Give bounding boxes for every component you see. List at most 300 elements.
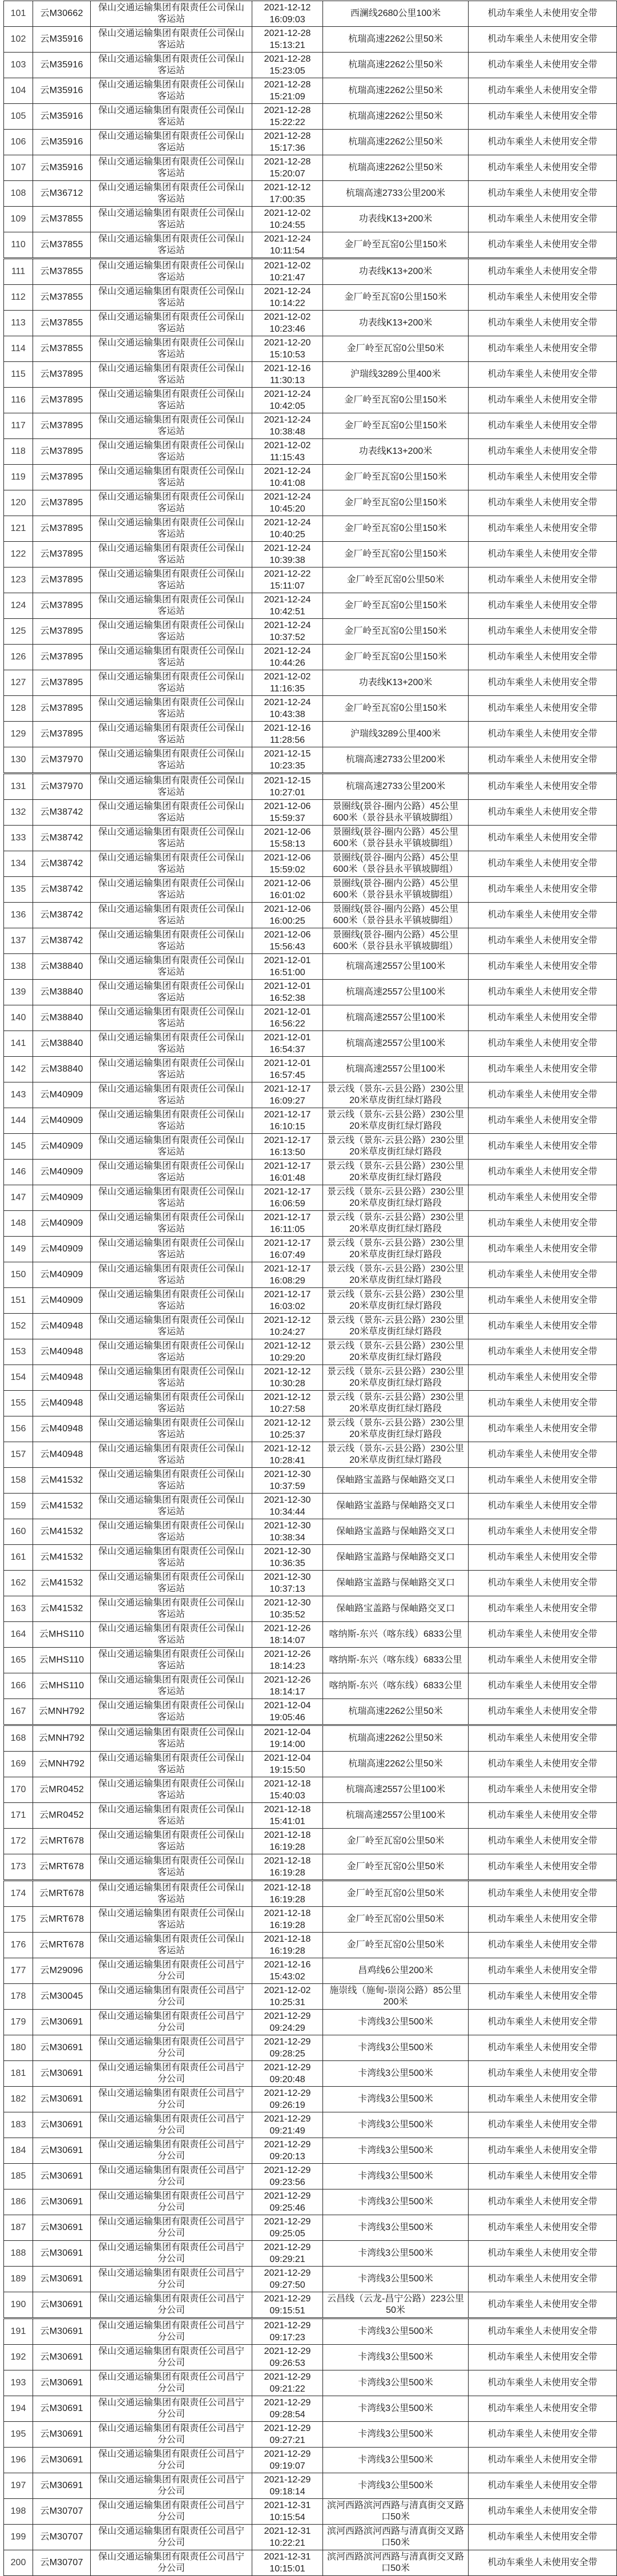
violation-description: 机动车乘坐人未使用安全带 [469,800,617,826]
violation-date: 2021-12-29 [264,2321,311,2331]
table-row [4,800,617,826]
violation-description: 机动车乘坐人未使用安全带 [469,439,617,465]
violation-date: 2021-12-26 [264,1649,311,1659]
violation-location: 保岫路宝盖路与保岫路交叉口 [323,1468,469,1494]
plate-number: 云M30707 [33,2525,91,2550]
violation-datetime [252,774,323,800]
violation-date: 2021-12-17 [264,1264,311,1274]
violation-datetime [252,1494,323,1519]
violation-description: 机动车乘坐人未使用安全带 [469,2035,617,2061]
company-name: 保山交通运输集团有限责任公司保山客运站 [91,104,252,130]
violation-description: 机动车乘坐人未使用安全带 [469,2448,617,2473]
table-row [4,2292,617,2319]
company-name: 保山交通运输集团有限责任公司昌宁分公司 [91,2215,252,2241]
violation-location: 卡湾线3公里500米 [323,2112,469,2138]
violation-location: 景云线（景东-云县公路）230公里20米草皮街红绿灯路段 [323,1160,469,1185]
violation-description: 机动车乘坐人未使用安全带 [469,1082,617,1108]
violation-description: 机动车乘坐人未使用安全带 [469,2241,617,2267]
violation-time: 09:26:53 [269,2358,305,2368]
violation-datetime [252,1314,323,1339]
violation-datetime [252,954,323,980]
violation-description: 机动车乘坐人未使用安全带 [469,1288,617,1314]
company-name: 保山交通运输集团有限责任公司保山客运站 [91,1237,252,1262]
row-number: 163 [4,1596,33,1622]
violation-location: 杭瑞高速2262公里50米 [323,78,469,104]
violation-date: 2021-12-29 [264,2063,311,2072]
table-row [4,78,617,104]
company-name: 保山交通运输集团有限责任公司保山客运站 [91,774,252,800]
violation-description: 机动车乘坐人未使用安全带 [469,1777,617,1803]
violation-location: 景云线（景东-云县公路）230公里20米草皮街红绿灯路段 [323,1365,469,1391]
violation-datetime [252,593,323,619]
table-row [4,1725,617,1752]
table-row [4,1031,617,1057]
company-name: 保山交通运输集团有限责任公司保山客运站 [91,490,252,516]
table-row [4,954,617,980]
company-name: 保山交通运输集团有限责任公司保山客运站 [91,1365,252,1391]
plate-number: 云M30662 [33,1,91,27]
violation-datetime [252,1907,323,1933]
row-number: 178 [4,1984,33,2010]
violation-location: 金厂岭至瓦窑0公里150米 [323,285,469,311]
plate-number: 云M30691 [33,2370,91,2396]
plate-number: 云M30691 [33,2035,91,2061]
violation-location: 功表线K13+200米 [323,439,469,465]
plate-number: 云M30691 [33,2292,91,2319]
violation-description: 机动车乘坐人未使用安全带 [469,1519,617,1545]
plate-number: 云MR0452 [33,1803,91,1829]
violation-description: 机动车乘坐人未使用安全带 [469,980,617,1005]
violation-location: 卡湾线3公里500米 [323,2473,469,2499]
violation-location: 景云线（景东-云县公路）230公里20米草皮街红绿灯路段 [323,1082,469,1108]
violation-datetime [252,1984,323,2010]
violation-description: 机动车乘坐人未使用安全带 [469,593,617,619]
row-number: 124 [4,593,33,619]
row-number: 149 [4,1237,33,1262]
violation-description: 机动车乘坐人未使用安全带 [469,928,617,954]
violation-date: 2021-12-02 [264,1986,311,1995]
violation-location: 景云线（景东-云县公路）230公里20米草皮街红绿灯路段 [323,1134,469,1160]
violation-description: 机动车乘坐人未使用安全带 [469,181,617,207]
row-number: 103 [4,53,33,78]
plate-number: 云M30691 [33,2164,91,2189]
table-row [4,877,617,903]
violation-description: 机动车乘坐人未使用安全带 [469,1545,617,1571]
company-name: 保山交通运输集团有限责任公司昌宁分公司 [91,2422,252,2448]
violation-location: 景云线（景东-云县公路）230公里20米草皮街红绿灯路段 [323,1185,469,1211]
row-number: 165 [4,1648,33,1673]
table-row [4,2267,617,2292]
plate-number: 云M40948 [33,1339,91,1365]
violation-location: 金厂岭至瓦窑0公里150米 [323,388,469,413]
plate-number: 云M37855 [33,311,91,336]
violation-description: 机动车乘坐人未使用安全带 [469,1262,617,1288]
table-row [4,747,617,774]
violation-time: 09:18:14 [269,2487,305,2497]
row-number: 152 [4,1314,33,1339]
company-name: 保山交通运输集团有限责任公司昌宁分公司 [91,2499,252,2525]
violation-datetime [252,490,323,516]
violation-datetime [252,104,323,130]
violation-description: 机动车乘坐人未使用安全带 [469,311,617,336]
violation-time: 10:39:38 [269,556,305,565]
company-name: 保山交通运输集团有限责任公司昌宁分公司 [91,2164,252,2189]
violation-description: 机动车乘坐人未使用安全带 [469,1185,617,1211]
violation-description: 机动车乘坐人未使用安全带 [469,362,617,388]
violation-description: 机动车乘坐人未使用安全带 [469,1416,617,1442]
plate-number: 云M40909 [33,1108,91,1134]
violation-description: 机动车乘坐人未使用安全带 [469,826,617,851]
violation-description: 机动车乘坐人未使用安全带 [469,104,617,130]
violation-date: 2021-12-30 [264,1470,311,1479]
violation-time: 10:43:38 [269,710,305,719]
plate-number: 云MNH792 [33,1725,91,1752]
violation-date: 2021-12-28 [264,106,311,115]
company-name: 保山交通运输集团有限责任公司保山客运站 [91,851,252,877]
table-row [4,2345,617,2370]
row-number: 157 [4,1442,33,1468]
row-number: 128 [4,696,33,722]
plate-number: 云M40948 [33,1365,91,1391]
company-name: 保山交通运输集团有限责任公司保山客运站 [91,800,252,826]
row-number: 162 [4,1571,33,1596]
violation-location: 卡湾线3公里500米 [323,2319,469,2345]
violation-location: 卡湾线3公里500米 [323,2422,469,2448]
table-row [4,1545,617,1571]
violation-date: 2021-12-06 [264,930,311,940]
plate-number: 云M37895 [33,516,91,542]
violation-date: 2021-12-29 [264,2372,311,2382]
violation-location: 施崇线（施甸-崇岗公路）85公里200米 [323,1984,469,2010]
violation-description: 机动车乘坐人未使用安全带 [469,259,617,285]
violation-description: 机动车乘坐人未使用安全带 [469,2550,617,2576]
company-name: 保山交通运输集团有限责任公司保山客运站 [91,27,252,53]
violation-description: 机动车乘坐人未使用安全带 [469,567,617,593]
table-row [4,1134,617,1160]
row-number: 169 [4,1752,33,1777]
row-number: 119 [4,465,33,490]
violation-date: 2021-12-24 [264,492,311,502]
company-name: 保山交通运输集团有限责任公司保山客运站 [91,1907,252,1933]
company-name: 保山交通运输集团有限责任公司保山客运站 [91,439,252,465]
violation-description: 机动车乘坐人未使用安全带 [469,155,617,181]
row-number: 151 [4,1288,33,1314]
company-name: 保山交通运输集团有限责任公司保山客运站 [91,954,252,980]
company-name: 保山交通运输集团有限责任公司保山客运站 [91,1933,252,1958]
violation-time: 10:24:27 [269,1327,305,1337]
violation-time: 19:14:00 [269,1740,305,1749]
violation-time: 10:27:01 [269,788,305,798]
table-row [4,1829,617,1854]
violation-date: 2021-12-01 [264,1007,311,1017]
row-number: 167 [4,1699,33,1725]
row-number: 196 [4,2448,33,2473]
violation-time: 10:30:28 [269,1379,305,1388]
company-name: 保山交通运输集团有限责任公司保山客运站 [91,1,252,27]
violation-location: 金厂岭至瓦窑0公里150米 [323,232,469,259]
violation-description: 机动车乘坐人未使用安全带 [469,1057,617,1082]
violation-description: 机动车乘坐人未使用安全带 [469,1673,617,1699]
row-number: 166 [4,1673,33,1699]
company-name: 保山交通运输集团有限责任公司保山客运站 [91,593,252,619]
row-number: 104 [4,78,33,104]
row-number: 180 [4,2035,33,2061]
violation-date: 2021-12-02 [264,208,311,218]
company-name: 保山交通运输集团有限责任公司昌宁分公司 [91,2267,252,2292]
company-name: 保山交通运输集团有限责任公司保山客运站 [91,1752,252,1777]
row-number: 153 [4,1339,33,1365]
violation-location: 保岫路宝盖路与保岫路交叉口 [323,1494,469,1519]
violation-description: 机动车乘坐人未使用安全带 [469,2087,617,2112]
company-name: 保山交通运输集团有限责任公司昌宁分公司 [91,2138,252,2164]
row-number: 115 [4,362,33,388]
violation-description: 机动车乘坐人未使用安全带 [469,1829,617,1854]
company-name: 保山交通运输集团有限责任公司保山客运站 [91,1881,252,1907]
plate-number: 云MRT678 [33,1881,91,1907]
violation-datetime [252,2035,323,2061]
violation-time: 09:21:49 [269,2126,305,2136]
plate-number: 云M30691 [33,2396,91,2422]
violation-location: 杭瑞高速2262公里50米 [323,130,469,155]
violation-time: 16:01:48 [269,1173,305,1183]
table-row [4,2319,617,2345]
violation-description: 机动车乘坐人未使用安全带 [469,774,617,800]
violation-description: 机动车乘坐人未使用安全带 [469,465,617,490]
row-number: 184 [4,2138,33,2164]
plate-number: 云M30691 [33,2087,91,2112]
row-number: 134 [4,851,33,877]
violation-description: 机动车乘坐人未使用安全带 [469,747,617,774]
table-row [4,1622,617,1648]
company-name: 保山交通运输集团有限责任公司保山客运站 [91,826,252,851]
table-row [4,285,617,311]
violation-location: 卡湾线3公里500米 [323,2189,469,2215]
violation-date: 2021-12-31 [264,2501,311,2510]
plate-number: 云M40909 [33,1160,91,1185]
company-name: 保山交通运输集团有限责任公司保山客运站 [91,1596,252,1622]
violation-date: 2021-12-18 [264,1934,311,1944]
plate-number: 云M41532 [33,1596,91,1622]
violation-location: 杭瑞高速2262公里50米 [323,104,469,130]
company-name: 保山交通运输集团有限责任公司保山客运站 [91,1339,252,1365]
violation-location: 保岫路宝盖路与保岫路交叉口 [323,1571,469,1596]
violation-time: 10:15:54 [269,2513,305,2522]
violation-location: 喀纳斯-东兴（喀东线）6833公里 [323,1622,469,1648]
violation-time: 15:13:21 [269,41,305,50]
violation-description: 机动车乘坐人未使用安全带 [469,903,617,928]
violation-date: 2021-12-26 [264,1675,311,1685]
company-name: 保山交通运输集团有限责任公司保山客运站 [91,259,252,285]
violation-datetime [252,1108,323,1134]
violation-datetime [252,903,323,928]
violation-description: 机动车乘坐人未使用安全带 [469,1571,617,1596]
violation-date: 2021-12-30 [264,1598,311,1608]
violation-datetime [252,2164,323,2189]
violation-date: 2021-12-17 [264,1136,311,1145]
violation-description: 机动车乘坐人未使用安全带 [469,2189,617,2215]
row-number: 121 [4,516,33,542]
company-name: 保山交通运输集团有限责任公司保山客运站 [91,877,252,903]
row-number: 140 [4,1005,33,1031]
company-name: 保山交通运输集团有限责任公司保山客运站 [91,388,252,413]
plate-number: 云M38742 [33,826,91,851]
row-number: 133 [4,826,33,851]
violation-datetime [252,2550,323,2576]
table-row [4,980,617,1005]
violation-description: 机动车乘坐人未使用安全带 [469,1752,617,1777]
table-row [4,593,617,619]
violation-time: 19:15:50 [269,1765,305,1775]
row-number: 111 [4,259,33,285]
company-name: 保山交通运输集团有限责任公司保山客运站 [91,1057,252,1082]
violation-date: 2021-12-04 [264,1701,311,1710]
row-number: 112 [4,285,33,311]
violation-datetime [252,1699,323,1725]
violation-datetime [252,439,323,465]
violation-date: 2021-12-12 [264,1418,311,1428]
violation-datetime [252,2473,323,2499]
violation-datetime [252,542,323,567]
table-row [4,1082,617,1108]
violation-location: 杭瑞高速2262公里50米 [323,155,469,181]
company-name: 保山交通运输集团有限责任公司保山客运站 [91,1185,252,1211]
violation-description: 机动车乘坐人未使用安全带 [469,490,617,516]
table-row [4,311,617,336]
violation-date: 2021-12-06 [264,802,311,811]
company-name: 保山交通运输集团有限责任公司保山客运站 [91,670,252,696]
violation-date: 2021-12-16 [264,364,311,373]
company-name: 保山交通运输集团有限责任公司保山客运站 [91,980,252,1005]
violation-datetime [252,27,323,53]
violation-location: 金厂岭至瓦窑0公里150米 [323,593,469,619]
row-number: 189 [4,2267,33,2292]
row-number: 195 [4,2422,33,2448]
row-number: 188 [4,2241,33,2267]
violation-time: 16:06:59 [269,1199,305,1209]
violation-datetime [252,1803,323,1829]
violation-datetime [252,877,323,903]
violation-date: 2021-12-29 [264,2424,311,2433]
plate-number: 云M37970 [33,774,91,800]
violation-date: 2021-12-01 [264,1033,311,1043]
company-name: 保山交通运输集团有限责任公司保山客运站 [91,155,252,181]
violation-datetime [252,1,323,27]
violation-description: 机动车乘坐人未使用安全带 [469,53,617,78]
company-name: 保山交通运输集团有限责任公司昌宁分公司 [91,1984,252,2010]
row-number: 107 [4,155,33,181]
violation-time: 16:57:45 [269,1070,305,1080]
violation-datetime [252,1933,323,1958]
violation-location: 金厂岭至瓦窑0公里50米 [323,1829,469,1854]
violation-description: 机动车乘坐人未使用安全带 [469,130,617,155]
table-row [4,1288,617,1314]
company-name: 保山交通运输集团有限责任公司保山客运站 [91,903,252,928]
violation-date: 2021-12-04 [264,1753,311,1763]
violation-time: 09:24:29 [269,2023,305,2033]
company-name: 保山交通运输集团有限责任公司昌宁分公司 [91,2241,252,2267]
violation-location: 杭瑞高速2557公里100米 [323,1031,469,1057]
violation-description: 机动车乘坐人未使用安全带 [469,2112,617,2138]
row-number: 177 [4,1958,33,1984]
row-number: 136 [4,903,33,928]
table-row [4,1365,617,1391]
violation-time: 15:58:13 [269,839,305,849]
violation-datetime [252,800,323,826]
table-row [4,1416,617,1442]
violation-date: 2021-12-01 [264,1058,311,1068]
violation-location: 喀纳斯-东兴（喀东线）6833公里 [323,1648,469,1673]
violation-date: 2021-12-01 [264,956,311,965]
violation-description: 机动车乘坐人未使用安全带 [469,851,617,877]
violation-time: 19:05:46 [269,1713,305,1722]
row-number: 181 [4,2061,33,2087]
company-name: 保山交通运输集团有限责任公司保山客运站 [91,1648,252,1673]
plate-number: 云MRT678 [33,1933,91,1958]
plate-number: 云M37895 [33,567,91,593]
violation-date: 2021-12-29 [264,2294,311,2304]
violation-date: 2021-12-30 [264,1572,311,1582]
plate-number: 云M38742 [33,800,91,826]
plate-number: 云M30045 [33,1984,91,2010]
table-row [4,1185,617,1211]
violation-time: 16:56:22 [269,1019,305,1029]
table-row [4,1160,617,1185]
plate-number: 云M35916 [33,155,91,181]
violation-datetime [252,1031,323,1057]
plate-number: 云M41532 [33,1468,91,1494]
violation-date: 2021-12-04 [264,1728,311,1737]
company-name: 保山交通运输集团有限责任公司昌宁分公司 [91,2473,252,2499]
violation-location: 景圈线(景谷-圈内公路）45公里600米（景谷县永平镇坡脚组） [323,877,469,903]
violation-time: 10:45:20 [269,504,305,514]
violation-time: 10:14:22 [269,299,305,308]
violation-datetime [252,1829,323,1854]
plate-number: 云MHS110 [33,1648,91,1673]
table-row [4,516,617,542]
violation-date: 2021-12-17 [264,1213,311,1222]
plate-number: 云M38742 [33,903,91,928]
table-row [4,388,617,413]
violation-time: 10:25:31 [269,1998,305,2007]
table-row [4,645,617,670]
violation-time: 09:23:56 [269,2177,305,2187]
violation-location: 功表线K13+200米 [323,259,469,285]
plate-number: 云M30691 [33,2138,91,2164]
violation-datetime [252,465,323,490]
row-number: 190 [4,2292,33,2319]
violation-time: 16:13:50 [269,1148,305,1157]
violation-date: 2021-12-30 [264,1547,311,1556]
violation-datetime [252,1752,323,1777]
violation-time: 09:25:05 [269,2229,305,2239]
table-row [4,1803,617,1829]
violation-date: 2021-12-22 [264,569,311,579]
violation-description: 机动车乘坐人未使用安全带 [469,285,617,311]
violation-description: 机动车乘坐人未使用安全带 [469,2499,617,2525]
violation-date: 2021-12-24 [264,234,311,244]
violation-datetime [252,2292,323,2319]
table-row [4,1699,617,1725]
table-row [4,2473,617,2499]
row-number: 194 [4,2396,33,2422]
row-number: 141 [4,1031,33,1057]
violation-location: 滨河西路滨河西路与清真街交叉路口50米 [323,2550,469,2576]
plate-number: 云M30707 [33,2550,91,2576]
violation-location: 卡湾线3公里500米 [323,2241,469,2267]
company-name: 保山交通运输集团有限责任公司保山客运站 [91,181,252,207]
violation-time: 15:17:36 [269,143,305,153]
company-name: 保山交通运输集团有限责任公司保山客运站 [91,722,252,747]
